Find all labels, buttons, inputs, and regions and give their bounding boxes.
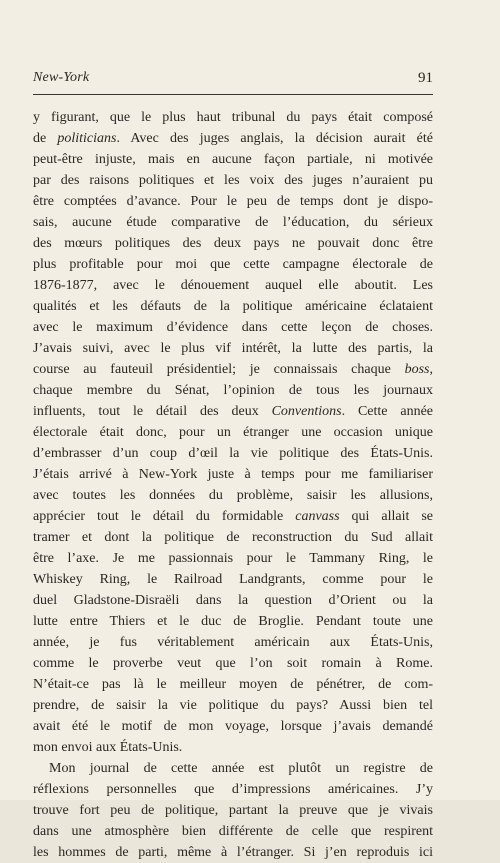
running-title: New-York — [33, 70, 90, 85]
text-line: année, je fus véritablement américain aux États-Unis, — [33, 635, 433, 650]
text-run: qui allait se — [339, 509, 433, 524]
text-run: course au fauteuil présidentiel; je connaissais chaque — [33, 362, 405, 377]
text-line: par des raisons politiques et les voix des juges n’auraient pu — [33, 173, 433, 188]
text-line: tramer et dont la politique de reconstruction du Sud allait — [33, 530, 433, 545]
text-line: avec toutes les données du problème, saisir les allusions, — [33, 488, 433, 503]
text-line: Whiskey Ring, le Railroad Landgrants, comme pour le — [33, 572, 433, 587]
text-run: apprécier tout le détail du formidable — [33, 509, 296, 524]
italic-term: canvass — [295, 509, 340, 524]
text-line: mon envoi aux États-Unis. — [33, 740, 183, 755]
text-line: plus profitable pour moi que cette campagne électorale de — [33, 257, 433, 272]
text-line: y figurant, que le plus haut tribunal du pays était composé — [33, 110, 433, 125]
text-line: comme le proverbe veut que l’on soit romain à Rome. — [33, 656, 433, 671]
text-line: électorale était donc, pour un étranger une occasion unique — [33, 425, 433, 440]
text-line: réflexions personnelles que d’impressions américaines. J’y — [33, 782, 433, 797]
text-line: Mon journal de cette année est plutôt un registre de — [49, 761, 433, 776]
text-line: avec le maximum d’évidence dans cette leçon de choses. — [33, 320, 433, 335]
text-line — [33, 506, 433, 527]
text-line: chaque membre du Sénat, l’opinion de tous les journaux — [33, 383, 433, 398]
text-line: être l’axe. Je me passionnais pour le Tammany Ring, le — [33, 551, 433, 566]
text-run: de — [33, 131, 58, 146]
text-line: être comptées d’avance. Pour le peu de temps dont je dispo- — [33, 194, 433, 209]
text-line: avait été le motif de mon voyage, lorsque j’avais demandé — [33, 719, 433, 734]
text-line — [33, 128, 433, 149]
text-run: influents, tout le détail des deux — [33, 404, 272, 419]
text-line: lutte entre Thiers et le duc de Broglie. Pendant toute une — [33, 614, 433, 629]
text-line: qualités et les défauts de la politique américaine éclataient — [33, 299, 433, 314]
text-line: sais, aucune étude comparative de l’éducation, du sérieux — [33, 215, 433, 230]
text-line: 1876-1877, avec le dénouement auquel elle aboutit. Les — [33, 278, 433, 293]
text-run: . Cette année — [341, 404, 434, 419]
text-line: J’étais arrivé à New-York juste à temps pour me familiariser — [33, 467, 433, 482]
text-line: duel Gladstone-Disraëli dans la question d’Orient ou la — [33, 593, 433, 608]
italic-term: Conventions — [271, 404, 342, 419]
running-head — [33, 70, 433, 92]
text-line: les hommes de parti, même à l’étranger. Si j’en reproduis ici — [33, 845, 433, 860]
body-text — [33, 107, 433, 863]
text-line — [33, 401, 433, 422]
text-line: d’embrasser d’un coup d’œil la vie politique des États-Unis. — [33, 446, 433, 461]
text-line: trouve fort peu de politique, partant la preuve que je vivais — [33, 803, 433, 818]
italic-term: boss — [404, 362, 430, 377]
text-line: prendre, de saisir la vie politique du pays? Aussi bien tel — [33, 698, 433, 713]
text-line: des mœurs politiques des deux pays ne pouvait donc être — [33, 236, 433, 251]
text-line: N’était-ce pas là le meilleur moyen de pénétrer, de com- — [33, 677, 433, 692]
page-number: 91 — [418, 70, 433, 86]
text-line: dans une atmosphère bien différente de celle que respirent — [33, 824, 433, 839]
text-line: peut-être injuste, mais en aucune façon partiale, ni motivée — [33, 152, 433, 167]
text-line — [33, 359, 433, 380]
text-run: , — [429, 362, 433, 377]
header-rule — [33, 94, 433, 95]
text-line: J’avais suivi, avec le plus vif intérêt, la lutte des partis, la — [33, 341, 433, 356]
text-run: . Avec des juges anglais, la décision aurait été — [116, 131, 433, 146]
italic-term: politicians — [57, 131, 117, 146]
